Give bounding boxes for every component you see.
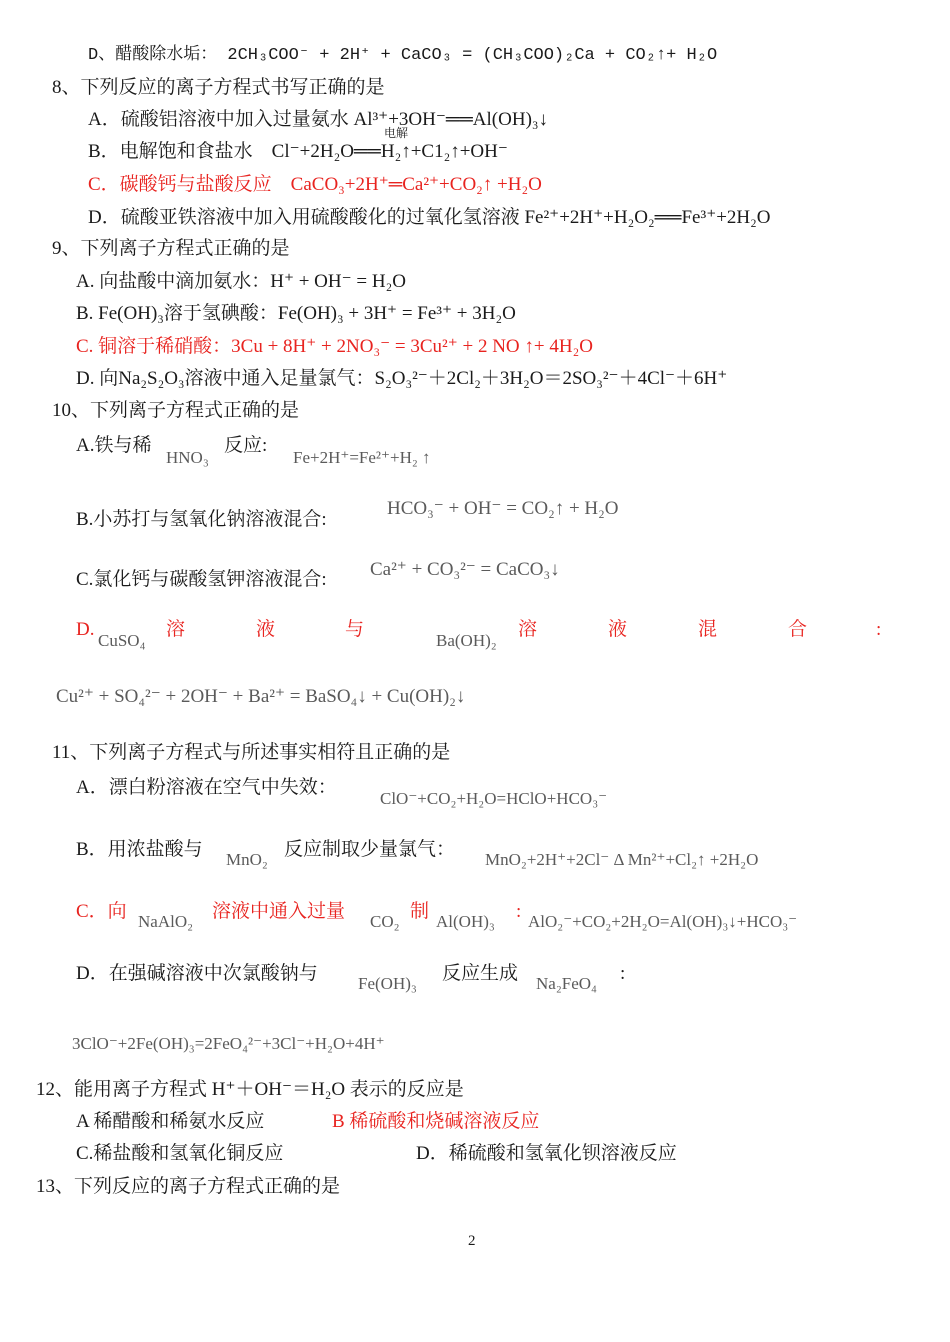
q10-stem: 10、下列离子方程式正确的是 <box>52 400 300 421</box>
q11-option-c-text3: 制 <box>410 901 430 922</box>
page-number: 2 <box>468 1233 476 1249</box>
q8-option-c: C．碳酸钙与盐酸反应 CaCO₃+2H⁺═Ca²⁺+CO₂↑ +H₂O <box>88 174 542 195</box>
q8-option-b: B．电解饱和食盐水 Cl⁻+2H₂O══H₂↑+C1₂↑+OH⁻ <box>88 141 508 162</box>
q10-option-c-text: C.氯化钙与碳酸氢钾溶液混合: <box>76 569 327 590</box>
q11-option-d-equation: 3ClO⁻+2Fe(OH)₃=2FeO₄²⁻+3Cl⁻+H₂O+4H⁺ <box>72 1034 385 1053</box>
q11-option-c-equation: AlO₂⁻+CO₂+2H₂O=Al(OH)₃↓+HCO₃⁻ <box>528 912 798 931</box>
q12-stem: 12、能用离子方程式 H⁺＋OH⁻＝H₂O 表示的反应是 <box>36 1079 464 1100</box>
q10-option-c-equation: Ca²⁺ + CO₃²⁻ = CaCO₃↓ <box>370 559 560 580</box>
q8-stem: 8、下列反应的离子方程式书写正确的是 <box>52 77 385 98</box>
q7-option-d: D、醋酸除水垢： 2CH₃COO⁻ + 2H⁺ + CaCO₃ = (CH₃COO)₂Ca + CO₂↑+ H₂O <box>88 46 718 65</box>
q11-option-c-aloh3: Al(OH)₃ <box>436 912 495 931</box>
q10-option-d-char: 液 <box>608 619 628 640</box>
q11-option-d-colon: : <box>620 963 626 984</box>
q12-option-d: D．稀硫酸和氢氧化钡溶液反应 <box>416 1143 677 1164</box>
q10-option-a-text2: 反应: <box>224 435 268 456</box>
q10-option-d-label: D. <box>76 619 95 640</box>
q10-option-d-char: 溶 <box>166 619 186 640</box>
q11-option-b-mno2: MnO₂ <box>226 850 268 869</box>
q11-option-b-equation: MnO₂+2H⁺+2Cl⁻ Δ Mn²⁺+Cl₂↑ +2H₂O <box>485 850 759 869</box>
q8-electrolysis-note: 电解 <box>384 126 409 140</box>
q10-option-a-hno3: HNO₃ <box>166 448 209 467</box>
q8-option-a: A．硫酸铝溶液中加入过量氨水 Al³⁺+3OH⁻══Al(OH)₃↓ <box>88 109 549 130</box>
q10-option-b-text: B.小苏打与氢氧化钠溶液混合: <box>76 509 327 530</box>
q10-option-d-char: 液 <box>256 619 276 640</box>
q11-option-d-na2feo4: Na₂FeO₄ <box>536 974 597 993</box>
q10-option-d-char: 溶 <box>518 619 538 640</box>
q9-option-d: D. 向Na₂S₂O₃溶液中通入足量氯气：S₂O₃²⁻＋2Cl₂＋3H₂O＝2SO₃²⁻＋4Cl⁻＋6H⁺ <box>76 368 728 389</box>
q10-option-d-cuso4: CuSO₄ <box>98 631 146 650</box>
q10-option-a-text: A.铁与稀 <box>76 435 152 456</box>
q9-stem: 9、下列离子方程式正确的是 <box>52 238 290 259</box>
q11-option-c-naalo2: NaAlO₂ <box>138 912 194 931</box>
q11-option-b-text: B．用浓盐酸与 <box>76 839 203 860</box>
q9-option-a: A. 向盐酸中滴加氨水：H⁺ + OH⁻ = H₂O <box>76 271 406 292</box>
q12-option-c: C.稀盐酸和氢氧化铜反应 <box>76 1143 284 1164</box>
q10-option-d-char: : <box>876 619 882 640</box>
q11-option-a-text: A．漂白粉溶液在空气中失效： <box>76 777 337 798</box>
q11-option-c-colon: : <box>516 901 522 922</box>
q12-option-a: A 稀醋酸和稀氨水反应 <box>76 1111 265 1132</box>
q11-stem: 11、下列离子方程式与所述事实相符且正确的是 <box>52 742 451 763</box>
q11-option-c-text: C．向 <box>76 901 127 922</box>
q9-option-c: C. 铜溶于稀硝酸：3Cu + 8H⁺ + 2NO₃⁻ = 3Cu²⁺ + 2 NO ↑+ 4H₂O <box>76 336 593 357</box>
q10-option-d-char: 混 <box>698 619 718 640</box>
q11-option-b-text2: 反应制取少量氯气： <box>284 839 456 860</box>
q10-option-d-char: 与 <box>345 619 365 640</box>
q10-option-b-equation: HCO₃⁻ + OH⁻ = CO₂↑ + H₂O <box>387 498 619 519</box>
q10-option-d-baoh2: Ba(OH)₂ <box>436 631 497 650</box>
q11-option-d-feoh3: Fe(OH)₃ <box>358 974 417 993</box>
q10-option-a-equation: Fe+2H⁺=Fe²⁺+H₂ ↑ <box>293 448 431 467</box>
q10-option-d-equation: Cu²⁺ + SO₄²⁻ + 2OH⁻ + Ba²⁺ = BaSO₄↓ + Cu(OH)₂↓ <box>56 686 466 707</box>
q10-option-d-char: 合 <box>788 619 808 640</box>
q11-option-c-text2: 溶液中通入过量 <box>212 901 346 922</box>
q11-option-d-text2: 反应生成 <box>442 963 519 984</box>
q11-option-a-equation: ClO⁻+CO₂+H₂O=HClO+HCO₃⁻ <box>380 789 608 808</box>
q12-option-b: B 稀硫酸和烧碱溶液反应 <box>332 1111 540 1132</box>
q11-option-c-co2: CO₂ <box>370 912 400 931</box>
q8-option-d: D．硫酸亚铁溶液中加入用硫酸酸化的过氧化氢溶液 Fe²⁺+2H⁺+H₂O₂══Fe³⁺+2H₂O <box>88 207 771 228</box>
q13-stem: 13、下列反应的离子方程式正确的是 <box>36 1176 341 1197</box>
q9-option-b: B. Fe(OH)₃溶于氢碘酸：Fe(OH)₃ + 3H⁺ = Fe³⁺ + 3H₂O <box>76 303 516 324</box>
q11-option-d-text: D．在强碱溶液中次氯酸钠与 <box>76 963 318 984</box>
